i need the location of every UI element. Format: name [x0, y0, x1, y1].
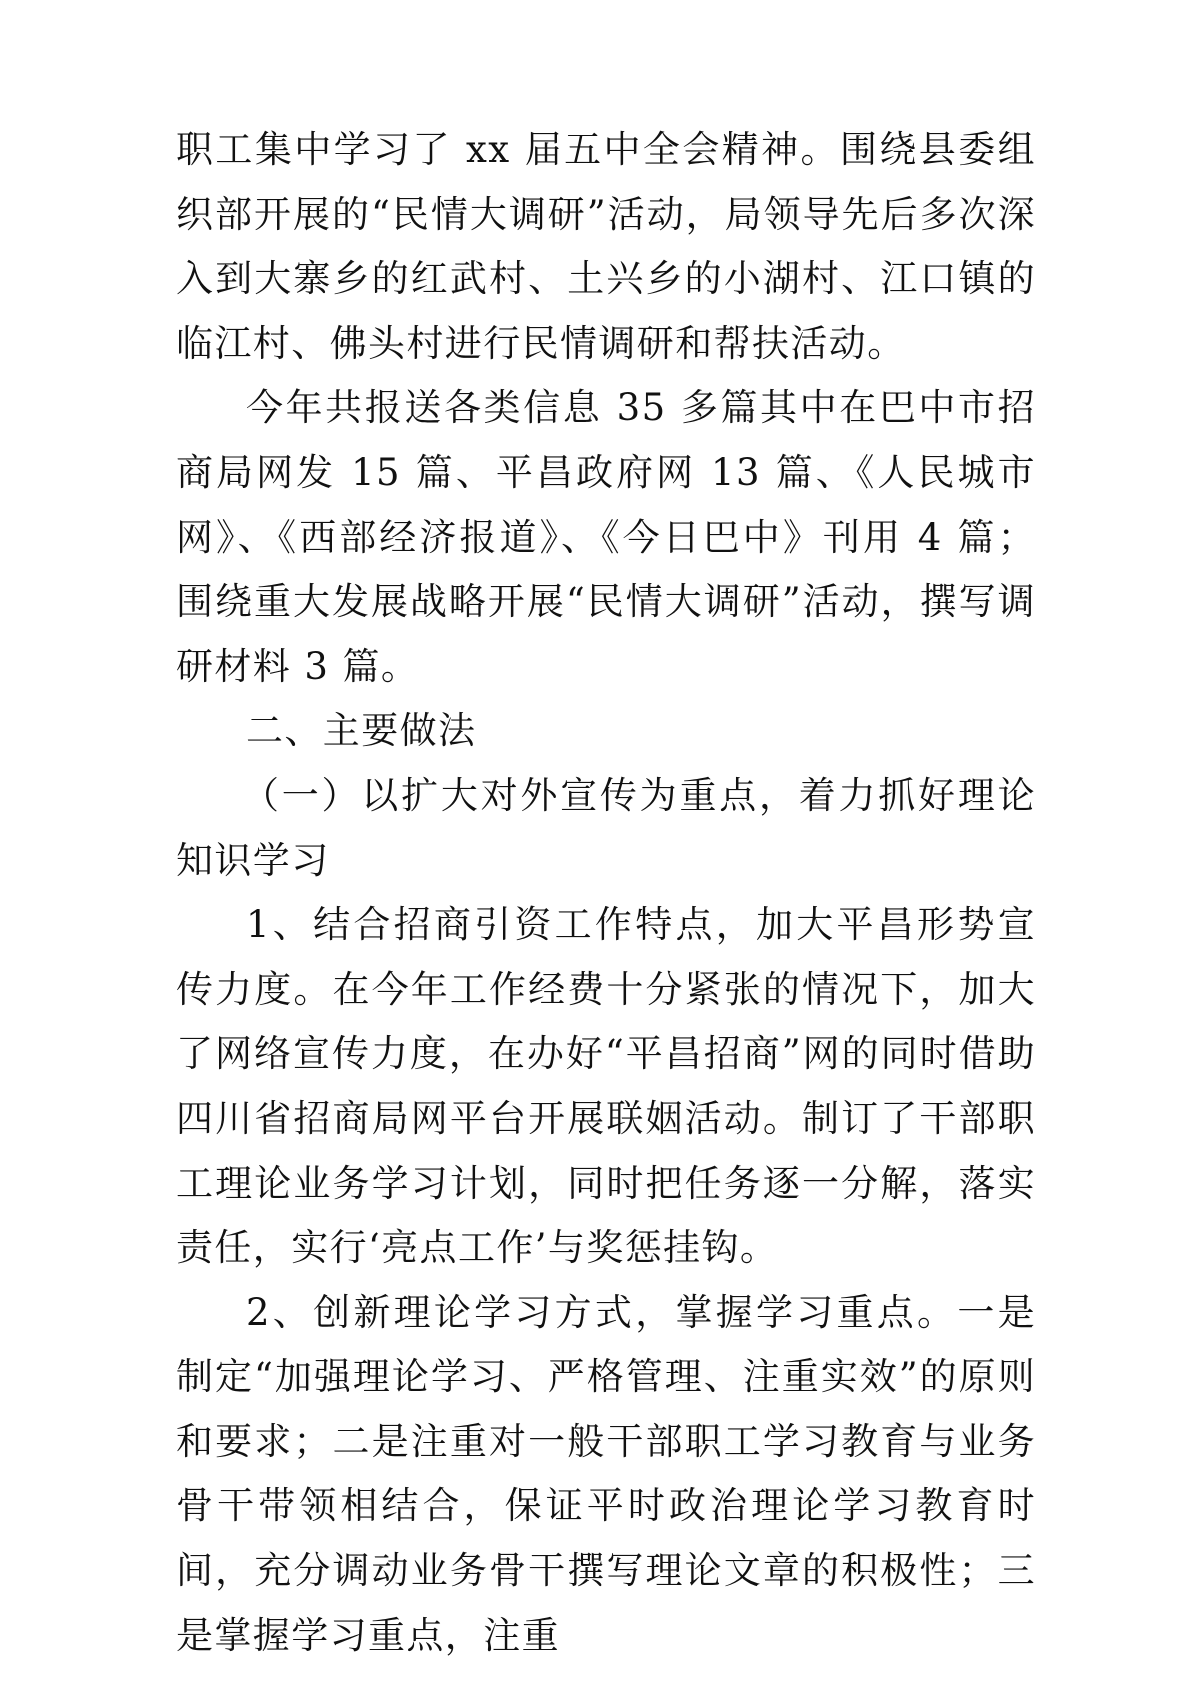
document-body: [176, 118, 1036, 1668]
paragraph-promotion-efforts: 1、结合招商引资工作特点，加大平昌形势宣传力度。在今年工作经费十分紧张的情况下，加大了网络宣传力度，在办好“平昌招商”网的同时借助四川省招商局网平台开展联姻活动。制订了干部职工理论业务学习计划，同时把任务逐一分解，落实责任，实行‘亮点工作’与奖惩挂钩。: [176, 903, 1036, 1270]
paragraph-information-reports: 今年共报送各类信息 35 多篇其中在巴中市招商局网发 15 篇、平昌政府网 13 篇、《人民城市网》、《西部经济报道》、《今日巴中》刊用 4 篇；围绕重大发展战略开展“民情大调研”活动，撰写调研材料 3 篇。: [176, 386, 1036, 688]
paragraph-study-method-innovation: 2、创新理论学习方式，掌握学习重点。一是制定“加强理论学习、严格管理、注重实效”的原则和要求；二是注重对一般干部职工学习教育与业务骨干带领相结合，保证平时政治理论学习教育时间，充分调动业务骨干撰写理论文章的积极性；三是掌握学习重点，注重: [176, 1290, 1036, 1657]
subsection-heading-theory-study: （一）以扩大对外宣传为重点，着力抓好理论知识学习: [176, 773, 1036, 882]
paragraph-continued-study: 职工集中学习了 xx 届五中全会精神。围绕县委组织部开展的“民情大调研”活动，局领导先后多次深入到大寨乡的红武村、土兴乡的小湖村、江口镇的临江村、佛头村进行民情调研和帮扶活动。: [176, 128, 1036, 365]
section-heading-main-practices: 二、主要做法: [246, 709, 477, 753]
